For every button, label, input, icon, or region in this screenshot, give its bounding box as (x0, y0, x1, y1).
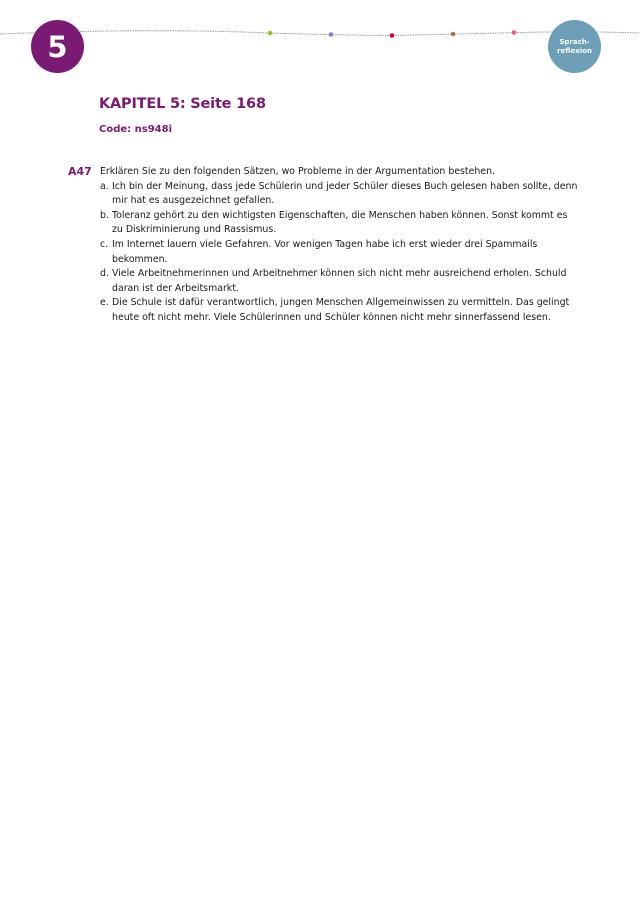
chapter-number-badge (31, 20, 84, 73)
item-text: heute oft nicht mehr. Viele Schülerinnen und Schüler können nicht mehr sinnerfassend lesen. (112, 311, 551, 323)
task-intro: Erklären Sie zu den folgenden Sätzen, wo Probleme in der Argumentation bestehen. (100, 166, 495, 177)
topic-label-line2: reflexion (557, 46, 592, 55)
timeline-dot (390, 33, 395, 38)
item-letter: e. (100, 297, 109, 309)
task-item-e (100, 296, 570, 325)
item-text: zu Diskriminierung und Rassismus. (112, 224, 277, 236)
task-item-a (100, 180, 578, 209)
page-code: Code: ns948i (99, 124, 173, 135)
task-item-c (100, 238, 570, 267)
item-letter: d. (100, 268, 109, 280)
timeline-dot (451, 32, 456, 37)
timeline-dot (268, 31, 273, 36)
item-text: Viele Arbeitnehmerinnen und Arbeitnehmer können sich nicht mehr ausreichend erholen. Schuld (112, 268, 567, 280)
topic-label-line1: Sprach- (559, 37, 590, 46)
timeline-dot (512, 30, 517, 35)
item-text: Ich bin der Meinung, dass jede Schülerin und jeder Schüler dieses Buch gelesen haben sollte, denn (112, 180, 578, 192)
item-letter: a. (100, 180, 109, 192)
task-items (100, 180, 578, 326)
item-text: daran ist der Arbeitsmarkt. (112, 282, 239, 294)
page-title: KAPITEL 5: Seite 168 (99, 96, 266, 112)
item-letter: c. (100, 238, 109, 250)
item-text: Toleranz gehört zu den wichtigsten Eigenschaften, die Menschen haben können. Sonst kommt es (112, 209, 568, 221)
timeline-dot (329, 32, 334, 37)
item-text: bekommen. (112, 253, 168, 265)
topic-badge (548, 20, 601, 73)
chapter-timeline (0, 0, 640, 60)
chapter-number: 5 (47, 29, 68, 64)
item-text: mir hat es ausgezeichnet gefallen. (112, 195, 275, 207)
task-item-d (100, 267, 570, 296)
item-text: Im Internet lauern viele Gefahren. Vor wenigen Tagen habe ich erst wieder drei Spammails (112, 238, 538, 250)
item-letter: b. (100, 209, 109, 221)
item-text: Die Schule ist dafür verantwortlich, jungen Menschen Allgemeinwissen zu vermitteln. Das gelingt (112, 297, 570, 309)
task-label: A47 (68, 165, 92, 178)
task-item-b (100, 209, 570, 238)
